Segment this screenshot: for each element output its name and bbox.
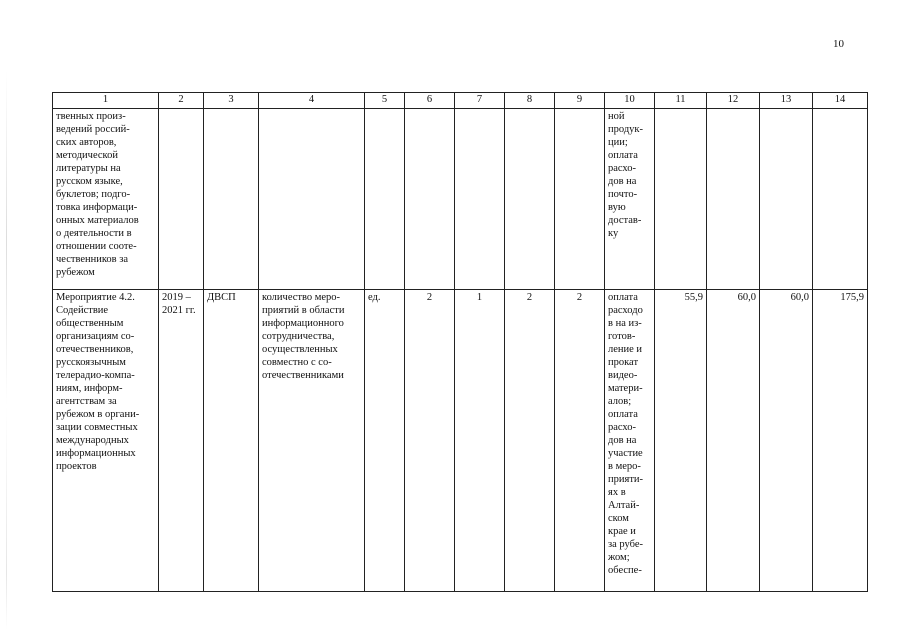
value-cell: 1	[455, 290, 505, 592]
value-cell	[455, 109, 505, 290]
amount-cell	[707, 109, 760, 290]
indicator-cell	[259, 109, 365, 290]
value-cell: 2	[555, 290, 605, 592]
value-cell	[405, 109, 455, 290]
table-row	[53, 109, 868, 290]
expense-description-cell: ной продук- ции; оплата расхо- дов на почто- вую достав- ку	[605, 109, 655, 290]
amount-cell	[813, 109, 868, 290]
activity-description-cell: Мероприятие 4.2. Содействие общественным организациям со- отечественников, русскоязычным телерадио-компа- ниям, информ- агентствам за рубежом в органи- зации совместных международных информационных проектов	[53, 290, 159, 592]
unit-cell	[365, 109, 405, 290]
period-cell	[159, 109, 204, 290]
program-table	[52, 92, 868, 592]
header-cell: 11	[655, 93, 707, 109]
header-cell: 12	[707, 93, 760, 109]
header-cell: 7	[455, 93, 505, 109]
header-cell: 4	[259, 93, 365, 109]
header-cell: 8	[505, 93, 555, 109]
amount-cell: 55,9	[655, 290, 707, 592]
amount-cell	[655, 109, 707, 290]
expense-description-cell: оплата расходо в на из- готов- ление и прокат видео- матери- алов; оплата расхо- дов на участие в меро- прияти- ях в Алтай- ском крае и за рубе- жом; обеспе-	[605, 290, 655, 592]
header-cell: 9	[555, 93, 605, 109]
value-cell: 2	[505, 290, 555, 592]
value-cell	[505, 109, 555, 290]
value-cell: 2	[405, 290, 455, 592]
executor-cell: ДВСП	[204, 290, 259, 592]
table-row	[53, 290, 868, 592]
header-cell: 6	[405, 93, 455, 109]
unit-cell: ед.	[365, 290, 405, 592]
header-cell: 3	[204, 93, 259, 109]
header-cell: 14	[813, 93, 868, 109]
amount-cell: 175,9	[813, 290, 868, 592]
indicator-cell: количество меро- приятий в области информационного сотрудничества, осуществленных совместно с со- отечественниками	[259, 290, 365, 592]
header-cell: 5	[365, 93, 405, 109]
executor-cell	[204, 109, 259, 290]
amount-cell: 60,0	[707, 290, 760, 592]
amount-cell	[760, 109, 813, 290]
amount-cell: 60,0	[760, 290, 813, 592]
period-cell: 2019 – 2021 гг.	[159, 290, 204, 592]
header-cell: 2	[159, 93, 204, 109]
header-cell: 1	[53, 93, 159, 109]
value-cell	[555, 109, 605, 290]
activity-description-cell: твенных произ- ведений россий- ских авторов, методической литературы на русском языке, буклетов; подго- товка информаци- онных материалов о деятельности в отношении сооте- чественников за рубежом	[53, 109, 159, 290]
page-number: 10	[833, 38, 844, 50]
header-cell: 13	[760, 93, 813, 109]
header-cell: 10	[605, 93, 655, 109]
scan-edge-mark	[6, 70, 7, 630]
header-row	[53, 93, 868, 109]
